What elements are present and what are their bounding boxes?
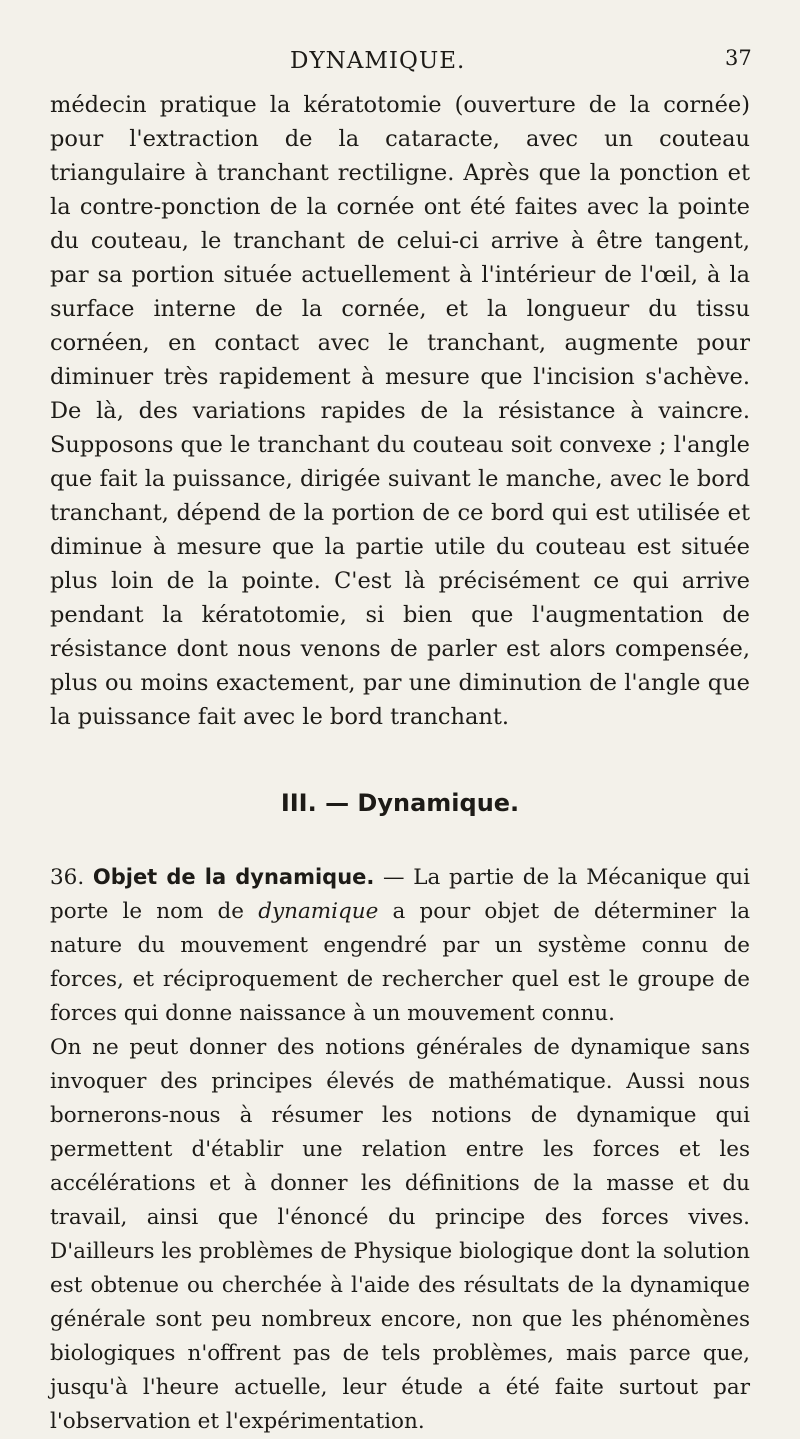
lead-text-2: a pour objet de déterminer la nature du mouvement engendré par un système connu de forces, et réciproquement de rechercher quel est le groupe de forces qui donne naissance à un mouvement connu. [50, 899, 751, 1026]
lead-text-1: — La partie de la Mécanique qui porte le nom de [50, 865, 750, 924]
section-subtitle: Objet de la dynamique. [92, 865, 375, 889]
italic-term: dynamique [258, 899, 379, 924]
running-head [0, 48, 800, 82]
paragraph-keratotomy: médecin pratique la kératotomie (ouverture de la cornée) pour l'extraction de la cataracte, avec un couteau triangulaire à tranchant rectiligne. Après que la ponction et la contre-ponction de la cornée ont été faites avec la pointe du couteau, le tranchant de celui-ci arrive à être tangent, par sa portion située actuellement à l'intérieur de l'œil, à la surface interne de la cornée, et la longueur du tissu cornéen, en contact avec le tranchant, augmente pour diminuer très rapidement à mesure que l'incision s'achève. De là, des variations rapides de la résistance à vaincre. Supposons que le tranchant du couteau soit convexe ; l'angle que fait la puissance, dirigée suivant le manche, avec le bord tranchant, dépend de la portion de ce bord qui est utilisée et diminue à mesure que la partie utile du couteau est située plus loin de la pointe. C'est là précisément ce qui arrive pendant la kératotomie, si bien que l'augmentation de résistance dont nous venons de parler est alors compensée, plus ou moins exactement, par une diminution de l'angle que la puissance fait avec le bord tranchant. [50, 92, 750, 730]
section-dynamique [50, 860, 750, 1439]
section-heading: III. — Dynamique. [280, 789, 520, 817]
section-number: 36. [50, 865, 85, 890]
paragraph-objet [50, 860, 750, 1031]
text-block [50, 88, 750, 1439]
page-number: 37 [725, 46, 752, 70]
running-title: DYNAMIQUE. [290, 48, 466, 74]
paragraph-notions: On ne peut donner des notions générales de dynamique sans invoquer des principes élevés de mathématique. Aussi nous bornerons-nous à résumer les notions de dynamique qui permettent d'établir une relation entre les forces et les accélérations et à donner les définitions de la masse et du travail, ainsi que l'énoncé du principe des forces vives. D'ailleurs les problèmes de Physique biologique dont la solution est obtenue ou cherchée à l'aide des résultats de la dynamique générale sont peu nombreux encore, non que les phénomènes biologiques n'offrent pas de tels problèmes, mais parce que, jusqu'à l'heure actuelle, leur étude a été faite surtout par l'observation et l'expérimentation. [50, 1035, 750, 1434]
